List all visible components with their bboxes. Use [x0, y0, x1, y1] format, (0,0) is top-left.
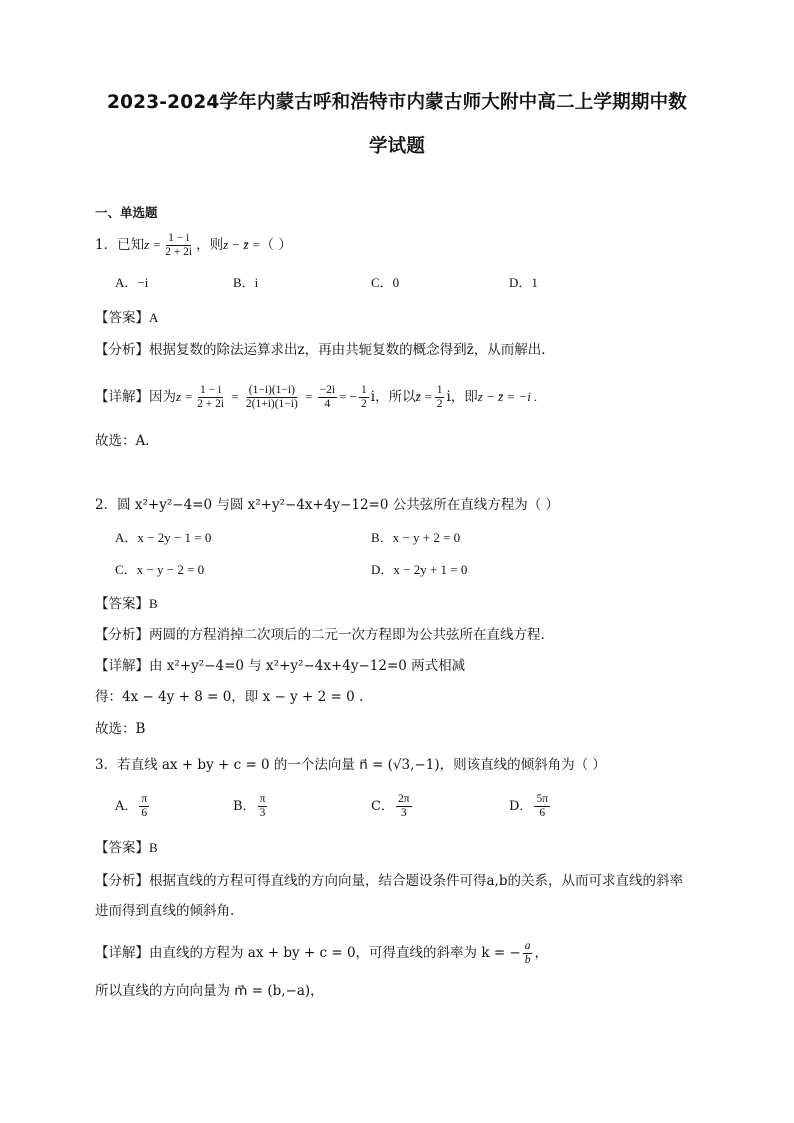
q3-b-den: 3 — [259, 807, 266, 819]
q3-option-b-frac — [258, 793, 268, 820]
q3-option-c — [371, 793, 414, 820]
q1-fraction — [163, 232, 194, 259]
q1-expr: z − z̄ = — [223, 237, 261, 252]
q3-detail-b: ， — [534, 945, 548, 961]
analysis-tag: 【分析】 — [95, 627, 149, 643]
q1-f4-num: 1 — [361, 384, 367, 396]
q3-option-a-label: A． — [115, 799, 138, 814]
q1-detail-frac4 — [359, 384, 369, 411]
q1-analysis-text: 根据复数的除法运算求出z，再由共轭复数的概念得到z̄，从而解出. — [149, 342, 546, 358]
q3-detail2: 所以直线的方向向量为 m⃗ = (b,−a)， — [95, 983, 324, 999]
q1-f2-den: 2(1+i)(1−i) — [245, 398, 298, 410]
q1-detail-c: i，即 — [446, 389, 478, 405]
document-title-line1: 2023-2024学年内蒙古呼和浩特市内蒙古师大附中高二上学期期中数 — [107, 92, 687, 113]
q1-detail-a: 因为 — [149, 389, 176, 405]
q3-analysis-text: 根据直线的方程可得直线的方向向量，结合题设条件可得a,b的关系，从而可求直线的斜率 — [149, 873, 683, 889]
q1-analysis — [95, 340, 546, 360]
q3-detail — [95, 940, 548, 967]
q1-mid: ，则 — [196, 237, 224, 253]
q2-analysis — [95, 625, 545, 645]
q1-detail-end: z − z̄ = −i . — [477, 389, 538, 404]
q3-option-d-label: D． — [509, 799, 533, 814]
q1-option-b: B．i — [233, 275, 259, 290]
q1-detail-frac3 — [318, 384, 337, 411]
q3-d-num: 5π — [536, 793, 548, 805]
analysis-tag: 【分析】 — [95, 873, 149, 889]
q3-option-a — [115, 793, 151, 820]
q1-f3-den: 4 — [324, 398, 331, 410]
q2-option-b: B．x − y + 2 = 0 — [371, 530, 461, 545]
q2-option-a: A．x − 2y − 1 = 0 — [115, 530, 212, 545]
q3-d-den: 6 — [539, 807, 546, 819]
q3-k-num: a — [524, 940, 531, 952]
q1-paren: （ ） — [260, 237, 292, 253]
document-title-line2: 学试题 — [368, 136, 426, 157]
q3-b-num: π — [259, 793, 266, 805]
detail-tag: 【详解】 — [95, 389, 149, 405]
q2-stem: 2．圆 x²+y²−4=0 与圆 x²+y²−4x+4y−12=0 公共弦所在直线方程为（ ） — [95, 497, 560, 513]
q1-option-a: A．−i — [115, 275, 149, 290]
q3-option-b-label: B． — [233, 799, 256, 814]
q1-choose: 故选：A. — [95, 433, 150, 449]
q3-a-den: 6 — [141, 807, 148, 819]
q1-f2-num: (1−i)(1−i) — [248, 384, 295, 396]
q1-f1-num: 1 − i — [199, 384, 222, 396]
q1-z: z = — [144, 237, 162, 252]
q2-option-d: D．x − 2y + 1 = 0 — [371, 562, 468, 577]
q2-detail2: 得：4x − 4y + 8 = 0，即 x − y + 2 = 0 . — [95, 689, 364, 705]
q1-detail-frac5 — [435, 384, 445, 411]
q1-f5-den: 2 — [436, 398, 443, 410]
q1-answer-value: A — [149, 310, 159, 325]
q1-frac-num: 1 − i — [168, 232, 190, 244]
q2-answer — [95, 594, 158, 614]
q3-k-den: b — [524, 954, 531, 966]
q3-option-b — [233, 793, 269, 820]
q1-stem — [95, 232, 292, 259]
q1-detail-frac2 — [244, 384, 300, 411]
q2-detail-text: 由 x²+y²−4=0 与 x²+y²−4x+4y−12=0 两式相减 — [149, 658, 466, 674]
section-heading: 一、单选题 — [95, 205, 158, 220]
q2-option-c: C．x − y − 2 = 0 — [115, 562, 205, 577]
q3-option-c-frac — [396, 793, 412, 820]
q3-option-d — [509, 793, 552, 820]
q1-f3-num: −2i — [319, 384, 336, 396]
q1-zbar-eq: z̄ = — [415, 389, 433, 404]
q1-f5-num: 1 — [436, 384, 443, 396]
answer-tag: 【答案】 — [95, 596, 149, 612]
q3-option-c-label: C． — [371, 799, 394, 814]
q1-option-c: C．0 — [371, 275, 400, 290]
q1-detail-z: z = — [176, 389, 194, 404]
detail-tag: 【详解】 — [95, 658, 149, 674]
q1-eq-tail: = − — [339, 389, 358, 404]
q1-answer — [95, 308, 158, 328]
q1-f1-den: 2 + 2i — [197, 398, 225, 410]
q3-option-d-frac — [534, 793, 550, 820]
answer-tag: 【答案】 — [95, 840, 149, 856]
q3-analysis — [95, 871, 683, 891]
q1-option-d: D．1 — [509, 275, 538, 290]
q1-detail: 【详解】因为z = $\frac{1 - i}{2 + 2i}$ = $\frac{(1-i)(1-i)}{2(1+i)(1-i)}$ = $\frac{-2i}{4}$ = − $\frac{1}{2}$ i，所以z̄ = $\frac{1}{2}$ i，即z − z̄ = −i . — [95, 384, 538, 410]
q1-detail-b: i，所以 — [370, 389, 416, 405]
q3-a-num: π — [141, 793, 148, 805]
q3-analysis2: 进而得到直线的倾斜角. — [95, 903, 235, 919]
q3-c-den: 3 — [400, 807, 407, 819]
q3-stem: 3．若直线 ax + by + c = 0 的一个法向量 n⃗ = (√3,−1)，则该直线的倾斜角为（ ） — [95, 757, 606, 773]
q2-answer-value: B — [149, 596, 158, 611]
q3-k-frac — [523, 940, 533, 967]
q3-c-num: 2π — [397, 793, 410, 805]
q1-prefix: 1．已知 — [95, 237, 145, 253]
q2-choose: 故选：B — [95, 721, 146, 737]
detail-tag: 【详解】 — [95, 945, 149, 961]
answer-tag: 【答案】 — [95, 310, 149, 326]
q1-f4-den: 2 — [361, 398, 367, 410]
q2-detail — [95, 656, 465, 676]
analysis-tag: 【分析】 — [95, 342, 149, 358]
q3-option-a-frac — [139, 793, 149, 820]
q3-answer — [95, 838, 158, 858]
q3-answer-value: B — [149, 840, 158, 855]
q1-detail-frac1 — [195, 384, 226, 411]
q1-frac-den: 2 + 2i — [165, 246, 193, 258]
q3-detail-a: 由直线的方程为 ax + by + c = 0，可得直线的斜率为 k = − — [149, 945, 521, 961]
q2-analysis-text: 两圆的方程消掉二次项后的二元一次方程即为公共弦所在直线方程. — [149, 627, 545, 643]
